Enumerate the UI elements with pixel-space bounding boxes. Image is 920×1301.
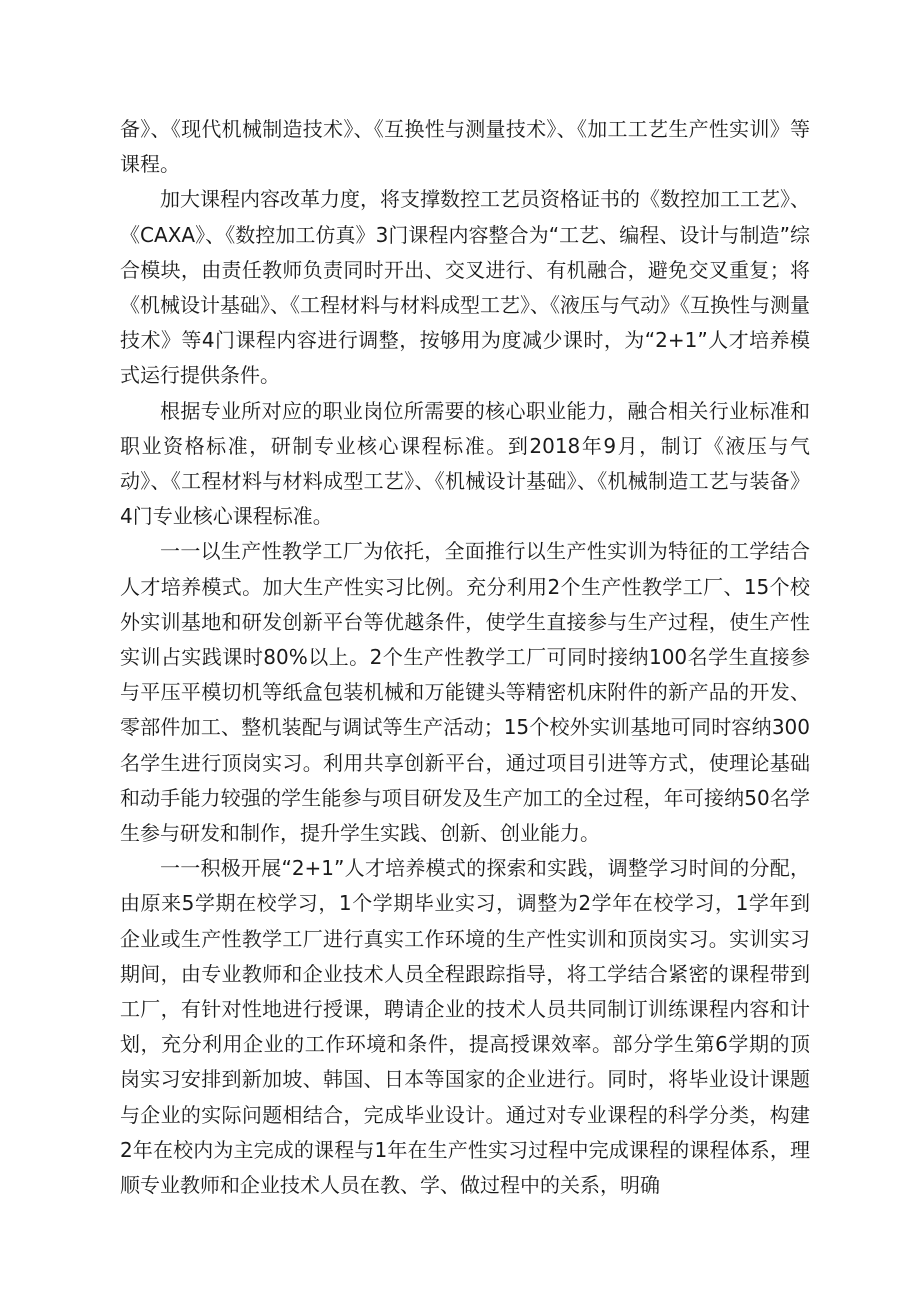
paragraph-text: 根据专业所对应的职业岗位所需要的核心职业能力，融合相关行业标准和职业资格标准，研制专业核心课程标准。到2018年9月，制订《液压与气动》、《工程材料与材料成型工艺》、《机械设计基础》、《机械制造工艺与装备》4门专业核心课程标准。	[120, 398, 810, 529]
paragraph-text: 一一以生产性教学工厂为依托，全面推行以生产性实训为特征的工学结合人才培养模式。加大生产性实习比例。充分利用2个生产性教学工厂、15个校外实训基地和研发创新平台等优越条件，使学生直接参与生产过程，使生产性实训占实践课时80%以上。2个生产性教学工厂可同时接纳100名学生直接参与平压平模切机等纸盒包装机械和万能键头等精密机床附件的新产品的开发、零部件加工、整机装配与调试等生产活动；15个校外实训基地可同时容纳300名学生进行顶岗实习。利用共享创新平台，通过项目引进等方式，使理论基础和动手能力较强的学生能参与项目研发及生产加工的全过程，年可接纳50名学生参与研发和制作，提升学生实践、创新、创业能力。	[120, 539, 810, 846]
paragraph-text: 一一积极开展“2+1”人才培养模式的探索和实践，调整学习时间的分配，由原来5学期在校学习，1个学期毕业实习，调整为2学年在校学习，1学年到企业或生产性教学工厂进行真实工作环境的生产性实训和顶岗实习。实训实习期间，由专业教师和企业技术人员全程跟踪指导，将工学结合紧密的课程带到工厂，有针对性地进行授课，聘请企业的技术人员共同制订训练课程内容和计划，充分利用企业的工作环境和条件，提高授课效率。部分学生第6学期的顶岗实习安排到新加坡、韩国、日本等国家的企业进行。同时，将毕业设计课题与企业的实际问题相结合，完成毕业设计。通过对专业课程的科学分类，构建2年在校内为主完成的课程与1年在生产性实习过程中完成课程的课程体系，理顺专业教师和企业技术人员在教、学、做过程中的关系，明确	[120, 856, 810, 1198]
paragraph-2plus1-model	[120, 851, 810, 1203]
paragraph-curriculum-reform	[120, 182, 810, 393]
paragraph-productive-training	[120, 534, 810, 851]
paragraph-core-course-standards	[120, 394, 810, 535]
paragraph-text: 加大课程内容改革力度，将支撑数控工艺员资格证书的《数控加工工艺》、《CAXA》、《数控加工仿真》3门课程内容整合为“工艺、编程、设计与制造”综合模块，由责任教师负责同时开出、交叉进行、有机融合，避免交叉重复；将《机械设计基础》、《工程材料与材料成型工艺》、《液压与气动》《互换性与测量技术》等4门课程内容进行调整，按够用为度减少课时，为“2+1”人才培养模式运行提供条件。	[120, 187, 810, 388]
paragraph-continued	[120, 112, 810, 182]
paragraph-text: 备》、《现代机械制造技术》、《互换性与测量技术》、《加工工艺生产性实训》等课程。	[120, 117, 810, 177]
document-body	[120, 112, 810, 1203]
